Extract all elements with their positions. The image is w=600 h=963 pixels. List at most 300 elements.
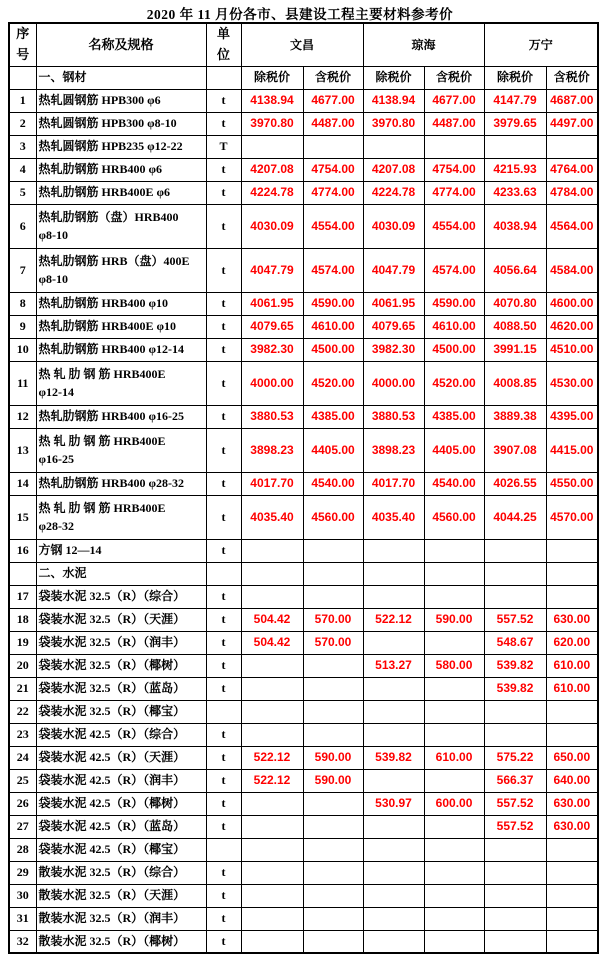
col-header-city-wanning: 万宁 <box>484 23 598 66</box>
price-cell <box>363 539 424 562</box>
price-cell <box>484 585 546 608</box>
name-cell: 散装水泥 32.5（R）（天涯） <box>36 884 206 907</box>
price-cell: 4405.00 <box>303 428 363 472</box>
unit-cell: t <box>206 907 241 930</box>
price-cell <box>303 677 363 700</box>
price-cell <box>241 792 303 815</box>
price-cell: 504.42 <box>241 631 303 654</box>
name-cell: 热轧肋钢筋 HRB400 φ6 <box>36 158 206 181</box>
price-cell: 3889.38 <box>484 405 546 428</box>
price-cell: 575.22 <box>484 746 546 769</box>
seq-cell: 2 <box>9 112 36 135</box>
table-row <box>9 884 598 907</box>
seq-cell: 29 <box>9 861 36 884</box>
price-cell <box>303 585 363 608</box>
name-cell: 袋装水泥 32.5（R）（椰宝） <box>36 700 206 723</box>
name-cell: 热轧肋钢筋 HRB400E φ6 <box>36 181 206 204</box>
price-cell <box>424 135 484 158</box>
price-cell <box>363 677 424 700</box>
price-cell: 630.00 <box>546 792 598 815</box>
price-cell <box>363 861 424 884</box>
unit-cell: T <box>206 135 241 158</box>
table-row <box>9 930 598 953</box>
price-cell: 4088.50 <box>484 315 546 338</box>
price-cell: 4500.00 <box>303 338 363 361</box>
price-cell: 3880.53 <box>241 405 303 428</box>
price-cell <box>241 677 303 700</box>
price-cell <box>303 700 363 723</box>
price-cell: 4026.55 <box>484 472 546 495</box>
section-row <box>9 562 598 585</box>
price-cell: 4056.64 <box>484 248 546 292</box>
seq-cell: 6 <box>9 204 36 248</box>
price-cell <box>546 135 598 158</box>
name-cell: 热轧肋钢筋（盘）HRB400 φ8-10 <box>36 204 206 248</box>
price-cell: 4610.00 <box>303 315 363 338</box>
table-row <box>9 338 598 361</box>
price-cell: 4774.00 <box>303 181 363 204</box>
name-cell: 袋装水泥 42.5（R）（蓝岛） <box>36 815 206 838</box>
price-cell <box>241 930 303 953</box>
seq-cell <box>9 562 36 585</box>
price-cell: 4061.95 <box>363 292 424 315</box>
table-row <box>9 89 598 112</box>
price-cell <box>424 700 484 723</box>
price-cell <box>484 723 546 746</box>
price-cell: 4520.00 <box>303 361 363 405</box>
price-cell <box>363 815 424 838</box>
price-cell: 3979.65 <box>484 112 546 135</box>
price-cell <box>303 562 363 585</box>
price-cell: 4550.00 <box>546 472 598 495</box>
price-table <box>8 22 599 954</box>
price-cell: 620.00 <box>546 631 598 654</box>
price-cell: 4215.93 <box>484 158 546 181</box>
price-cell: 4233.63 <box>484 181 546 204</box>
price-cell: 4030.09 <box>363 204 424 248</box>
price-cell: 4207.08 <box>241 158 303 181</box>
name-cell: 热轧肋钢筋 HRB400 φ12-14 <box>36 338 206 361</box>
seq-cell: 9 <box>9 315 36 338</box>
price-cell <box>424 562 484 585</box>
name-cell: 热轧圆钢筋 HPB235 φ12-22 <box>36 135 206 158</box>
name-cell: 袋装水泥 32.5（R）（润丰） <box>36 631 206 654</box>
price-cell: 4224.78 <box>363 181 424 204</box>
price-cell <box>546 562 598 585</box>
price-cell: 4138.94 <box>241 89 303 112</box>
price-cell <box>546 907 598 930</box>
price-cell <box>363 930 424 953</box>
price-cell <box>546 861 598 884</box>
price-cell <box>484 539 546 562</box>
name-cell: 散装水泥 32.5（R）（椰树） <box>36 930 206 953</box>
price-cell: 4044.25 <box>484 495 546 539</box>
seq-cell: 11 <box>9 361 36 405</box>
unit-cell: t <box>206 585 241 608</box>
price-cell: 530.97 <box>363 792 424 815</box>
price-cell <box>424 677 484 700</box>
seq-cell: 10 <box>9 338 36 361</box>
unit-cell: t <box>206 292 241 315</box>
unit-cell: t <box>206 884 241 907</box>
price-cell <box>363 907 424 930</box>
seq-cell: 25 <box>9 769 36 792</box>
price-cell: 4560.00 <box>424 495 484 539</box>
price-cell <box>241 654 303 677</box>
seq-cell: 21 <box>9 677 36 700</box>
price-cell: 539.82 <box>484 654 546 677</box>
name-cell: 热轧肋钢筋 HRB400 φ10 <box>36 292 206 315</box>
seq-cell: 32 <box>9 930 36 953</box>
price-cell <box>241 539 303 562</box>
table-row <box>9 769 598 792</box>
price-cell: 4035.40 <box>241 495 303 539</box>
price-cell: 4610.00 <box>424 315 484 338</box>
price-cell <box>303 792 363 815</box>
price-cell: 4530.00 <box>546 361 598 405</box>
unit-cell: t <box>206 723 241 746</box>
price-cell: 3970.80 <box>363 112 424 135</box>
price-cell <box>303 135 363 158</box>
name-cell: 热轧肋钢筋 HRB400E φ10 <box>36 315 206 338</box>
name-cell: 袋装水泥 32.5（R）（天涯） <box>36 608 206 631</box>
price-cell: 522.12 <box>241 769 303 792</box>
price-cell: 4000.00 <box>241 361 303 405</box>
price-cell <box>363 700 424 723</box>
price-cell: 4138.94 <box>363 89 424 112</box>
price-cell: 4570.00 <box>546 495 598 539</box>
price-cell: 630.00 <box>546 608 598 631</box>
unit-cell <box>206 66 241 89</box>
name-cell: 袋装水泥 32.5（R）（椰树） <box>36 654 206 677</box>
table-row <box>9 677 598 700</box>
price-cell: 557.52 <box>484 608 546 631</box>
price-cell <box>241 815 303 838</box>
section-label-steel: 一、钢材 <box>36 66 206 89</box>
price-cell: 557.52 <box>484 815 546 838</box>
name-cell: 散装水泥 32.5（R）（综合） <box>36 861 206 884</box>
name-cell: 热 轧 肋 钢 筋 HRB400E φ16-25 <box>36 428 206 472</box>
price-cell: 513.27 <box>363 654 424 677</box>
seq-cell: 15 <box>9 495 36 539</box>
name-cell: 热轧肋钢筋 HRB400 φ28-32 <box>36 472 206 495</box>
price-cell <box>241 838 303 861</box>
price-cell: 4008.85 <box>484 361 546 405</box>
price-cell: 4500.00 <box>424 338 484 361</box>
price-inc-header: 含税价 <box>424 66 484 89</box>
price-cell: 4584.00 <box>546 248 598 292</box>
price-cell: 539.82 <box>484 677 546 700</box>
col-header-unit <box>206 23 241 66</box>
unit-cell: t <box>206 769 241 792</box>
unit-cell: t <box>206 428 241 472</box>
unit-cell: t <box>206 654 241 677</box>
price-cell <box>546 884 598 907</box>
seq-cell: 30 <box>9 884 36 907</box>
price-cell <box>484 700 546 723</box>
price-cell <box>424 631 484 654</box>
price-cell <box>424 769 484 792</box>
price-cell: 4677.00 <box>303 89 363 112</box>
price-cell: 539.82 <box>363 746 424 769</box>
table-body <box>9 23 598 953</box>
price-cell: 590.00 <box>303 746 363 769</box>
seq-cell: 5 <box>9 181 36 204</box>
price-cell <box>363 631 424 654</box>
price-ex-header: 除税价 <box>241 66 303 89</box>
price-cell: 4030.09 <box>241 204 303 248</box>
name-cell: 热轧圆钢筋 HPB300 φ8-10 <box>36 112 206 135</box>
price-cell <box>424 930 484 953</box>
price-cell <box>303 838 363 861</box>
price-cell <box>303 723 363 746</box>
table-row <box>9 248 598 292</box>
price-cell <box>363 585 424 608</box>
price-cell: 600.00 <box>424 792 484 815</box>
name-cell: 袋装水泥 42.5（R）（椰树） <box>36 792 206 815</box>
price-cell <box>363 884 424 907</box>
price-cell: 3898.23 <box>241 428 303 472</box>
price-cell <box>303 815 363 838</box>
name-cell: 热轧肋钢筋 HRB400 φ16-25 <box>36 405 206 428</box>
price-cell <box>241 135 303 158</box>
price-cell: 4560.00 <box>303 495 363 539</box>
seq-cell: 12 <box>9 405 36 428</box>
price-cell: 4564.00 <box>546 204 598 248</box>
name-cell: 方钢 12—14 <box>36 539 206 562</box>
table-row <box>9 838 598 861</box>
price-cell: 4047.79 <box>241 248 303 292</box>
table-row <box>9 861 598 884</box>
name-cell: 袋装水泥 42.5（R）（天涯） <box>36 746 206 769</box>
price-cell <box>546 539 598 562</box>
table-row <box>9 315 598 338</box>
price-cell <box>546 930 598 953</box>
unit-cell: t <box>206 608 241 631</box>
header-row <box>9 23 598 66</box>
price-cell: 522.12 <box>241 746 303 769</box>
col-header-seq <box>9 23 36 66</box>
name-cell: 袋装水泥 42.5（R）（椰宝） <box>36 838 206 861</box>
table-row <box>9 135 598 158</box>
price-cell: 4047.79 <box>363 248 424 292</box>
price-cell: 4224.78 <box>241 181 303 204</box>
price-cell: 4038.94 <box>484 204 546 248</box>
table-row <box>9 907 598 930</box>
table-row <box>9 405 598 428</box>
price-cell: 650.00 <box>546 746 598 769</box>
subheader-row <box>9 66 598 89</box>
price-cell <box>424 585 484 608</box>
price-cell: 4677.00 <box>424 89 484 112</box>
seq-cell: 14 <box>9 472 36 495</box>
price-cell <box>546 723 598 746</box>
seq-cell: 24 <box>9 746 36 769</box>
seq-cell: 16 <box>9 539 36 562</box>
price-cell: 570.00 <box>303 608 363 631</box>
seq-cell: 19 <box>9 631 36 654</box>
table-row <box>9 181 598 204</box>
price-cell: 557.52 <box>484 792 546 815</box>
price-cell <box>484 907 546 930</box>
unit-cell: t <box>206 405 241 428</box>
unit-cell: t <box>206 158 241 181</box>
seq-cell: 22 <box>9 700 36 723</box>
seq-cell: 20 <box>9 654 36 677</box>
seq-cell: 8 <box>9 292 36 315</box>
price-cell: 580.00 <box>424 654 484 677</box>
price-cell <box>546 838 598 861</box>
table-row <box>9 361 598 405</box>
price-cell: 640.00 <box>546 769 598 792</box>
price-cell: 570.00 <box>303 631 363 654</box>
table-row <box>9 700 598 723</box>
price-cell: 4079.65 <box>363 315 424 338</box>
seq-cell: 7 <box>9 248 36 292</box>
price-cell <box>484 135 546 158</box>
price-cell: 4000.00 <box>363 361 424 405</box>
price-cell <box>424 838 484 861</box>
price-cell: 504.42 <box>241 608 303 631</box>
price-cell: 4017.70 <box>363 472 424 495</box>
price-cell: 4017.70 <box>241 472 303 495</box>
price-cell: 4554.00 <box>303 204 363 248</box>
seq-cell: 4 <box>9 158 36 181</box>
table-row <box>9 631 598 654</box>
price-cell <box>484 838 546 861</box>
price-inc-header: 含税价 <box>303 66 363 89</box>
seq-cell: 3 <box>9 135 36 158</box>
table-row <box>9 472 598 495</box>
price-cell <box>241 562 303 585</box>
unit-cell <box>206 700 241 723</box>
unit-cell: t <box>206 248 241 292</box>
table-row <box>9 539 598 562</box>
unit-cell: t <box>206 472 241 495</box>
price-ex-header: 除税价 <box>484 66 546 89</box>
seq-cell: 13 <box>9 428 36 472</box>
name-cell: 热轧肋钢筋 HRB（盘）400E φ8-10 <box>36 248 206 292</box>
name-cell: 袋装水泥 32.5（R）（蓝岛） <box>36 677 206 700</box>
price-cell: 3991.15 <box>484 338 546 361</box>
price-cell <box>303 861 363 884</box>
name-cell: 袋装水泥 42.5（R）（润丰） <box>36 769 206 792</box>
price-cell <box>241 585 303 608</box>
price-cell: 630.00 <box>546 815 598 838</box>
table-row <box>9 495 598 539</box>
unit-cell: t <box>206 539 241 562</box>
name-cell: 袋装水泥 32.5（R）（综合） <box>36 585 206 608</box>
unit-cell: t <box>206 204 241 248</box>
price-cell: 4764.00 <box>546 158 598 181</box>
price-cell <box>241 861 303 884</box>
unit-cell: t <box>206 338 241 361</box>
price-cell: 4207.08 <box>363 158 424 181</box>
unit-cell: t <box>206 112 241 135</box>
price-cell: 4574.00 <box>424 248 484 292</box>
price-cell: 522.12 <box>363 608 424 631</box>
price-cell: 4590.00 <box>424 292 484 315</box>
page-title: 2020 年 11 月份各市、县建设工程主要材料参考价 <box>146 7 454 22</box>
unit-cell: t <box>206 677 241 700</box>
unit-cell: t <box>206 746 241 769</box>
price-cell: 3982.30 <box>363 338 424 361</box>
seq-cell: 27 <box>9 815 36 838</box>
unit-cell <box>206 562 241 585</box>
price-cell <box>303 930 363 953</box>
col-header-name: 名称及规格 <box>36 23 206 66</box>
name-cell: 热 轧 肋 钢 筋 HRB400E φ28-32 <box>36 495 206 539</box>
name-cell: 袋装水泥 42.5（R）（综合） <box>36 723 206 746</box>
price-cell <box>303 884 363 907</box>
price-cell: 4385.00 <box>424 405 484 428</box>
unit-cell: t <box>206 495 241 539</box>
table-row <box>9 428 598 472</box>
price-ex-header: 除税价 <box>363 66 424 89</box>
price-cell: 4784.00 <box>546 181 598 204</box>
price-cell: 4774.00 <box>424 181 484 204</box>
price-cell: 590.00 <box>303 769 363 792</box>
price-cell <box>363 562 424 585</box>
price-cell: 4510.00 <box>546 338 598 361</box>
unit-cell: t <box>206 631 241 654</box>
seq-cell: 31 <box>9 907 36 930</box>
price-cell <box>424 907 484 930</box>
price-cell <box>424 539 484 562</box>
col-header-unit-label: 单位 <box>216 26 230 62</box>
price-cell: 566.37 <box>484 769 546 792</box>
table-row <box>9 815 598 838</box>
price-cell: 610.00 <box>424 746 484 769</box>
price-cell: 4147.79 <box>484 89 546 112</box>
price-cell: 4520.00 <box>424 361 484 405</box>
price-cell: 4754.00 <box>424 158 484 181</box>
unit-cell: t <box>206 89 241 112</box>
price-cell: 4385.00 <box>303 405 363 428</box>
col-header-seq-label: 序号 <box>16 26 30 62</box>
price-cell <box>303 539 363 562</box>
price-cell <box>303 654 363 677</box>
price-cell: 4395.00 <box>546 405 598 428</box>
table-row <box>9 723 598 746</box>
price-cell <box>363 838 424 861</box>
price-cell: 610.00 <box>546 654 598 677</box>
price-cell <box>363 769 424 792</box>
price-cell: 590.00 <box>424 608 484 631</box>
price-cell: 4540.00 <box>424 472 484 495</box>
price-cell: 4620.00 <box>546 315 598 338</box>
price-cell: 4574.00 <box>303 248 363 292</box>
table-row <box>9 112 598 135</box>
price-cell: 4590.00 <box>303 292 363 315</box>
price-cell <box>241 907 303 930</box>
price-cell: 4070.80 <box>484 292 546 315</box>
unit-cell: t <box>206 181 241 204</box>
price-cell: 4035.40 <box>363 495 424 539</box>
price-cell: 4405.00 <box>424 428 484 472</box>
price-cell <box>546 700 598 723</box>
price-cell <box>424 815 484 838</box>
price-cell: 4487.00 <box>424 112 484 135</box>
seq-cell: 26 <box>9 792 36 815</box>
price-cell: 3880.53 <box>363 405 424 428</box>
col-header-city-qionghai: 琼海 <box>363 23 484 66</box>
price-cell: 3982.30 <box>241 338 303 361</box>
unit-cell: t <box>206 792 241 815</box>
unit-cell <box>206 838 241 861</box>
table-row <box>9 792 598 815</box>
unit-cell: t <box>206 315 241 338</box>
